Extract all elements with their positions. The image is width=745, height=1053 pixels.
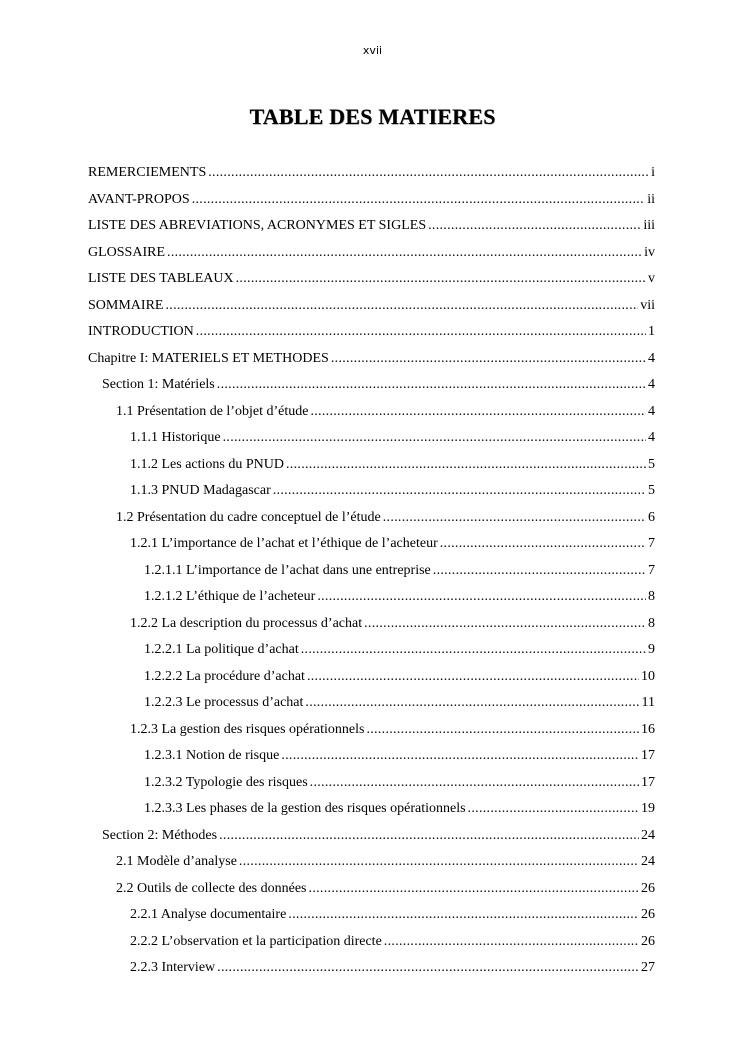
toc-entry-title: 2.2 Outils de collecte des données bbox=[116, 880, 307, 896]
toc-entry-page: iii bbox=[643, 218, 655, 233]
toc-entry-page: iv bbox=[644, 244, 655, 260]
toc-entry-page: ii bbox=[647, 191, 655, 207]
toc-entry-title: Chapitre I: MATERIELS ET METHODES bbox=[88, 350, 329, 366]
toc-dot-leader bbox=[310, 770, 639, 797]
toc-dot-leader bbox=[219, 823, 639, 850]
toc-entry-page: 26 bbox=[641, 880, 655, 896]
toc-dot-leader bbox=[433, 558, 646, 585]
toc-entry-page: 16 bbox=[641, 721, 655, 737]
toc-dot-leader bbox=[286, 452, 646, 479]
toc-entry-title: 1.2.3.2 Typologie des risques bbox=[144, 774, 308, 790]
toc-entry-page: 10 bbox=[641, 668, 655, 684]
toc-entry-title: 1.2.1.2 L’éthique de l’acheteur bbox=[144, 589, 316, 604]
toc-entry-title: 1.2.1.1 L’importance de l’achat dans une entreprise bbox=[144, 562, 431, 578]
toc-entry-page: 4 bbox=[648, 350, 655, 366]
toc-entry-page: 1 bbox=[648, 324, 655, 339]
toc-entry-title: 1.2.1 L’importance de l’achat et l’éthique de l’acheteur bbox=[130, 536, 438, 551]
toc-dot-leader bbox=[383, 505, 646, 532]
toc-entry-title: 1.2 Présentation du cadre conceptuel de l’étude bbox=[116, 509, 381, 525]
toc-dot-leader bbox=[273, 478, 646, 505]
toc-entry-title: SOMMAIRE bbox=[88, 297, 164, 313]
toc-entry-title: 1.2.2.1 La politique d’achat bbox=[144, 642, 299, 657]
toc-entry[interactable] bbox=[88, 372, 655, 399]
toc-entry-page: i bbox=[651, 165, 655, 180]
toc-entry[interactable] bbox=[88, 266, 655, 293]
toc-entry-page: 27 bbox=[641, 960, 655, 975]
toc-dot-leader bbox=[317, 584, 646, 611]
toc-dot-leader bbox=[428, 213, 641, 240]
toc-dot-leader bbox=[288, 902, 639, 929]
toc-entry-page: 17 bbox=[641, 748, 655, 763]
toc-entry[interactable] bbox=[88, 319, 655, 346]
toc-entry-title: 1.2.3.3 Les phases de la gestion des risques opérationnels bbox=[144, 801, 466, 816]
toc-entry[interactable] bbox=[88, 955, 655, 982]
toc-dot-leader bbox=[310, 399, 646, 426]
toc-entry-page: 4 bbox=[648, 377, 655, 392]
toc-entry[interactable] bbox=[88, 902, 655, 929]
toc-entry-title: REMERCIEMENTS bbox=[88, 165, 207, 180]
toc-dot-leader bbox=[239, 849, 639, 876]
toc-entry-page: vii bbox=[640, 297, 655, 313]
toc-entry-page: 19 bbox=[641, 801, 655, 816]
toc-dot-leader bbox=[208, 160, 649, 187]
toc-dot-leader bbox=[192, 187, 646, 214]
toc-entry[interactable] bbox=[88, 240, 655, 267]
toc-entry-title: 2.2.2 L’observation et la participation directe bbox=[130, 933, 382, 949]
toc-entry[interactable] bbox=[88, 876, 655, 903]
toc-entry[interactable] bbox=[88, 664, 655, 691]
toc-entry[interactable] bbox=[88, 478, 655, 505]
toc-dot-leader bbox=[309, 876, 639, 903]
toc-entry-title: INTRODUCTION bbox=[88, 324, 194, 339]
toc-entry-title: 1.1.2 Les actions du PNUD bbox=[130, 456, 284, 472]
toc-entry-title: 1.2.2 La description du processus d’achat bbox=[130, 615, 363, 631]
toc-entry-title: 1.2.2.3 Le processus d’achat bbox=[144, 695, 304, 710]
toc-entry[interactable] bbox=[88, 823, 655, 850]
toc-entry[interactable] bbox=[88, 293, 655, 320]
toc-entry-page: 4 bbox=[648, 430, 655, 445]
page-number: xvii bbox=[362, 44, 383, 57]
toc-entry-page: 24 bbox=[641, 827, 655, 843]
toc-entry-title: LISTE DES TABLEAUX bbox=[88, 271, 234, 286]
page-title: TABLE DES MATIERES bbox=[249, 104, 496, 129]
toc-entry[interactable] bbox=[88, 637, 655, 664]
toc-entry-title: AVANT-PROPOS bbox=[88, 191, 190, 207]
toc-dot-leader bbox=[305, 690, 639, 717]
toc-entry-title: 2.2.1 Analyse documentaire bbox=[130, 907, 287, 922]
toc-dot-leader bbox=[167, 240, 642, 267]
toc-dot-leader bbox=[223, 425, 646, 452]
toc-entry-title: 1.2.3.1 Notion de risque bbox=[144, 748, 280, 763]
toc-dot-leader bbox=[366, 717, 639, 744]
toc-entry[interactable] bbox=[88, 584, 655, 611]
toc-entry-title: 1.1 Présentation de l’objet d’étude bbox=[116, 403, 309, 419]
toc-entry-page: 8 bbox=[648, 589, 655, 604]
toc-entry[interactable] bbox=[88, 558, 655, 585]
toc-entry[interactable] bbox=[88, 796, 655, 823]
toc-entry-title: 1.2.2.2 La procédure d’achat bbox=[144, 668, 305, 684]
toc-entry-page: 9 bbox=[648, 642, 655, 657]
toc-entry-title: LISTE DES ABREVIATIONS, ACRONYMES ET SIGLES bbox=[88, 218, 427, 233]
toc-entry-title: GLOSSAIRE bbox=[88, 244, 166, 260]
toc-entry[interactable] bbox=[88, 346, 655, 373]
toc-dot-leader bbox=[236, 266, 646, 293]
toc-dot-leader bbox=[301, 637, 646, 664]
toc-entry[interactable] bbox=[88, 770, 655, 797]
toc-entry[interactable] bbox=[88, 452, 655, 479]
toc-entry-title: Section 1: Matériels bbox=[102, 377, 215, 392]
table-of-contents bbox=[88, 160, 655, 982]
toc-entry-title: 1.1.1 Historique bbox=[130, 430, 221, 445]
toc-entry-page: 11 bbox=[641, 695, 655, 710]
toc-dot-leader bbox=[217, 372, 646, 399]
toc-entry-page: 26 bbox=[641, 933, 655, 949]
toc-entry[interactable] bbox=[88, 690, 655, 717]
toc-entry[interactable] bbox=[88, 425, 655, 452]
toc-entry-title: Section 2: Méthodes bbox=[102, 827, 218, 843]
toc-entry[interactable] bbox=[88, 399, 655, 426]
toc-dot-leader bbox=[307, 664, 639, 691]
toc-entry-title: 2.2.3 Interview bbox=[130, 960, 216, 975]
toc-entry[interactable] bbox=[88, 717, 655, 744]
toc-entry[interactable] bbox=[88, 160, 655, 187]
toc-entry-title: 2.1 Modèle d’analyse bbox=[116, 854, 237, 869]
toc-entry[interactable] bbox=[88, 849, 655, 876]
toc-entry-page: 8 bbox=[648, 615, 655, 631]
toc-entry-page: 17 bbox=[641, 774, 655, 790]
toc-entry-page: v bbox=[648, 271, 655, 286]
toc-entry[interactable] bbox=[88, 611, 655, 638]
toc-entry-page: 7 bbox=[648, 562, 655, 578]
toc-entry-page: 4 bbox=[648, 403, 655, 419]
toc-entry-page: 7 bbox=[648, 536, 655, 551]
toc-entry-title: 1.1.3 PNUD Madagascar bbox=[130, 483, 271, 498]
toc-entry[interactable] bbox=[88, 929, 655, 956]
toc-entry[interactable] bbox=[88, 531, 655, 558]
toc-dot-leader bbox=[331, 346, 646, 373]
toc-entry-page: 6 bbox=[648, 509, 655, 525]
toc-entry-page: 26 bbox=[641, 907, 655, 922]
toc-entry[interactable] bbox=[88, 505, 655, 532]
toc-entry[interactable] bbox=[88, 743, 655, 770]
toc-dot-leader bbox=[196, 319, 646, 346]
toc-dot-leader bbox=[165, 293, 638, 320]
toc-dot-leader bbox=[440, 531, 646, 558]
toc-dot-leader bbox=[217, 955, 639, 982]
toc-entry[interactable] bbox=[88, 187, 655, 214]
toc-entry-page: 5 bbox=[648, 483, 655, 498]
toc-entry-page: 24 bbox=[641, 854, 655, 869]
toc-entry[interactable] bbox=[88, 213, 655, 240]
toc-entry-title: 1.2.3 La gestion des risques opérationnels bbox=[130, 721, 365, 737]
toc-entry-page: 5 bbox=[648, 456, 655, 472]
toc-dot-leader bbox=[384, 929, 639, 956]
toc-dot-leader bbox=[364, 611, 646, 638]
toc-dot-leader bbox=[468, 796, 639, 823]
toc-dot-leader bbox=[281, 743, 639, 770]
